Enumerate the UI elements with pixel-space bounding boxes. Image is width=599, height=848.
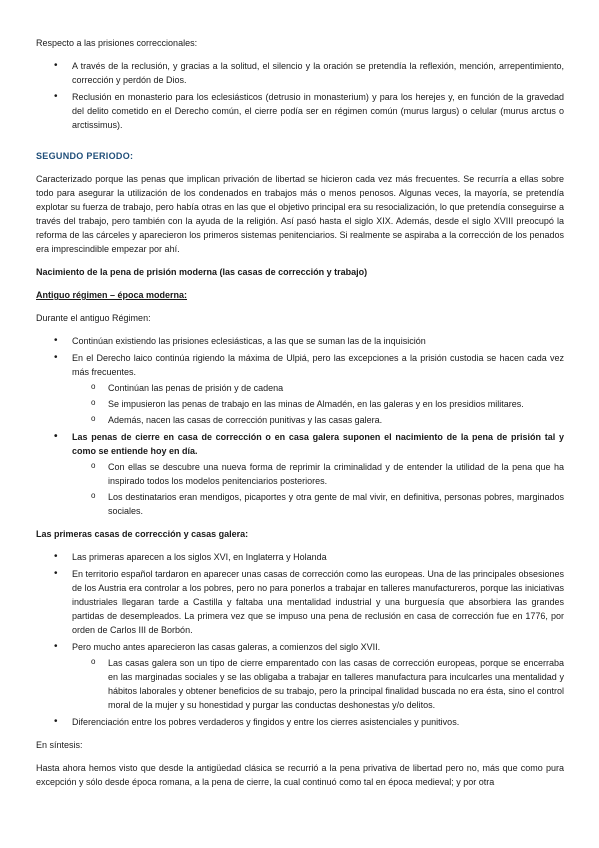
intro-bullet-list bbox=[36, 59, 564, 132]
antiguo-bullet-1 bbox=[36, 334, 564, 348]
sintesis-heading: En síntesis: bbox=[36, 740, 83, 750]
antiguo-sub-bullet-5 bbox=[36, 490, 564, 518]
antiguo-bullet-2-text: En el Derecho laico continúa rigiendo la máxima de Ulpiá, pero las excepciones a la prisión custodia se hacen cada vez más frecuentes. bbox=[72, 353, 564, 377]
segundo-periodo-heading: SEGUNDO PERIODO: bbox=[36, 151, 134, 161]
casas-bullet-2-text: En territorio español tardaron en aparecer unas casas de corrección como las europeas. Una de las principales obsesiones de los Austria era controlar a los pobres, pero no para ponerlos a trabajar en talleres manufactureros, porque las iniciativas industriales llegaran tarde a Castilla y faltaba una mentalidad industrial y una burguesía que absorbiera las grandes partidas de desempleados. La primera vez que se impuso una pena de reclusión en casa de corrección fue en 1776, por orden de Carlos III de Borbón. bbox=[72, 569, 564, 635]
antiguo-sub-bullet-5-text: Los destinatarios eran mendigos, picaportes y otra gente de mal vivir, en definitiva, personas pobres, marginados sociales. bbox=[108, 492, 564, 516]
antiguo-bullet-1-text: Continúan existiendo las prisiones eclesiásticas, a las que se suman las de la inquisición bbox=[72, 336, 426, 346]
intro-bullet-2-text: Reclusión en monasterio para los eclesiásticos (detrusio in monasterium) y para los herejes y, en función de la gravedad del delito cometido en el Derecho común, el cierre podía ser en régimen común (murus largus) o celular (murus arctus o arctissimus). bbox=[72, 92, 564, 130]
antiguo-bullet-2 bbox=[36, 351, 564, 379]
antiguo-sub-bullet-2-text: Se impusieron las penas de trabajo en las minas de Almadén, en las galeras y en los presidios militares. bbox=[108, 399, 524, 409]
antiguo-regimen-list bbox=[36, 334, 564, 518]
casas-bullet-1 bbox=[36, 550, 564, 564]
antiguo-sub-bullet-4 bbox=[36, 460, 564, 488]
antiguo-bullet-3-text: Las penas de cierre en casa de corrección o en casa galera suponen el nacimiento de la pena de prisión tal y como se entiende hoy en día. bbox=[72, 432, 564, 456]
casas-list bbox=[36, 550, 564, 729]
antiguo-sub-bullet-3 bbox=[36, 413, 564, 427]
antiguo-sub-bullet-3-text: Además, nacen las casas de corrección punitivas y las casas galera. bbox=[108, 415, 383, 425]
antiguo-regimen-heading: Antiguo régimen – época moderna: bbox=[36, 290, 188, 300]
casas-sub-bullet-1 bbox=[36, 656, 564, 712]
durante-text: Durante el antiguo Régimen: bbox=[36, 313, 151, 323]
antiguo-sub-bullet-1 bbox=[36, 381, 564, 395]
sintesis-paragraph: Hasta ahora hemos visto que desde la antigüedad clásica se recurrió a la pena privativa de libertad pero no, más que como pura excepción y sólo desde época romana, a la pena de cierre, la cual continuó como tal en época medieval; y por otra bbox=[36, 763, 564, 787]
antiguo-sub-bullet-2 bbox=[36, 397, 564, 411]
intro-bullet-1 bbox=[36, 59, 564, 87]
casas-bullet-2 bbox=[36, 567, 564, 637]
document-page bbox=[36, 36, 564, 789]
casas-bullet-3-text: Pero mucho antes aparecieron las casas galeras, a comienzos del siglo XVII. bbox=[72, 642, 381, 652]
casas-bullet-4 bbox=[36, 715, 564, 729]
casas-sub-bullet-1-text: Las casas galera son un tipo de cierre emparentado con las casas de corrección europeas, porque se encerraba en las marginadas sociales y se las obligaba a trabajar en talleres manufactura para inculcarles una mentalidad y hábitos laborales y obtener beneficios de su trabajo, pero la principal finalidad buscada no era ésta, sino el control moral de la mujer y su honestidad y purgar las conductas deshonestas y/o delitos. bbox=[108, 658, 564, 710]
antiguo-sub-bullet-4-text: Con ellas se descubre una nueva forma de reprimir la criminalidad y de entender la utilidad de la pena que ha inspirado todos los modelos penitenciarios posteriores. bbox=[108, 462, 564, 486]
antiguo-sub-bullet-1-text: Continúan las penas de prisión y de cadena bbox=[108, 383, 284, 393]
intro-heading: Respecto a las prisiones correccionales: bbox=[36, 38, 198, 48]
intro-bullet-2 bbox=[36, 90, 564, 132]
antiguo-bullet-3 bbox=[36, 430, 564, 458]
casas-bullet-1-text: Las primeras aparecen a los siglos XVI, en Inglaterra y Holanda bbox=[72, 552, 327, 562]
casas-bullet-4-text: Diferenciación entre los pobres verdaderos y fingidos y entre los cierres asistenciales y punitivos. bbox=[72, 717, 460, 727]
casas-heading: Las primeras casas de corrección y casas galera: bbox=[36, 529, 249, 539]
casas-bullet-3 bbox=[36, 640, 564, 654]
nacimiento-heading: Nacimiento de la pena de prisión moderna (las casas de corrección y trabajo) bbox=[36, 267, 368, 277]
intro-bullet-1-text: A través de la reclusión, y gracias a la solitud, el silencio y la oración se pretendía la reflexión, mención, arrepentimiento, corrección y perdón de Dios. bbox=[72, 61, 564, 85]
segundo-periodo-paragraph: Caracterizado porque las penas que implican privación de libertad se hicieron cada vez más frecuentes. Se recurría a ellas sobre todo para asegurar la utilización de los condenados en trabajos más o menos penosos. Algunas veces, la mayoría, se pretendía explotar su fuerza de trabajo, pero había otras en las que el objetivo principal era su resocialización, lo que pretendía conseguirse a través del trabajo, pero también con la ayuda de la religión. Así pasó hasta el siglo XIX. Además, desde el siglo XVIII preocupó la reforma de las cárceles y aparecieron los primeros sistemas penitenciarios. Si realmente se aspiraba a la corrección de los penados era imprescindible empezar por ahí. bbox=[36, 174, 564, 254]
